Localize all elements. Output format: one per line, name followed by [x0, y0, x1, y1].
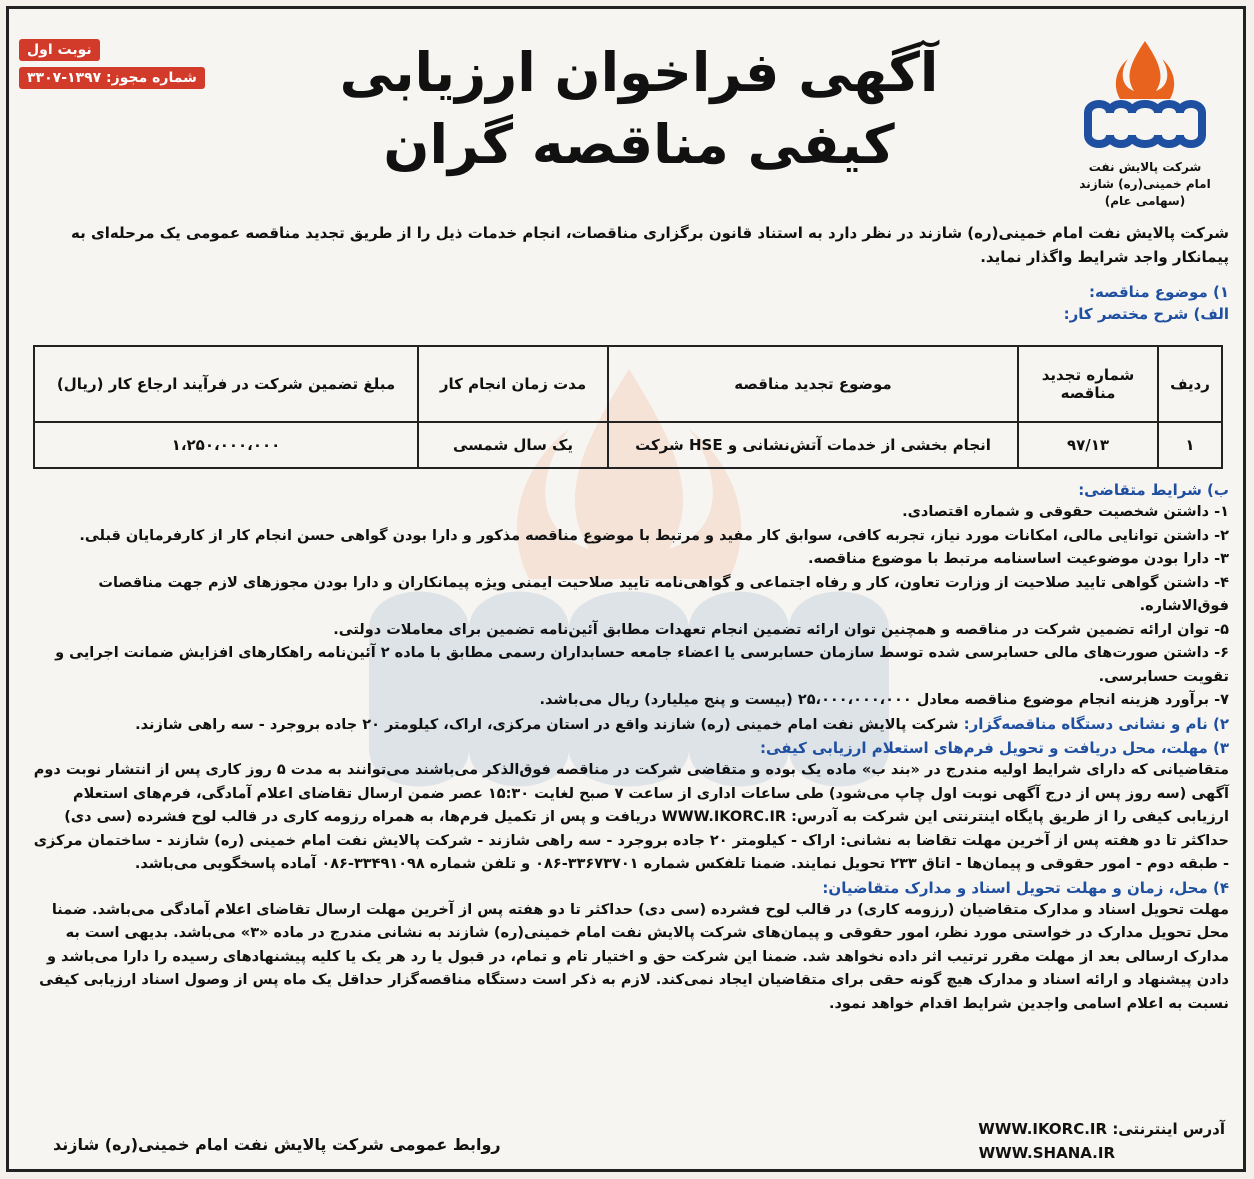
cell-row-number: ۱ [1158, 422, 1222, 468]
permit-badge: شماره مجوز: ۱۳۹۷-۳۳۰۷ [19, 67, 205, 89]
section-4-text: مهلت تحویل اسناد و مدارک متقاضیان (رزومه کاری) در قالب لوح فشرده (سی دی) حداکثر تا دو هفته پس از آخرین مهلت ارسال تقاضای اعلام آمادگی می‌باشد. ضمنا محل تحویل مدارک در خواستی مورد نظر، امور حقوقی و پیمان‌های شرکت پالایش نفت امام خمینی(ره) شازند به نشانی مندرج در ماده «۳» می‌باشد. بدیهی است به مدارک ارسالی بعد از مهلت مقرر ترتیب اثر داده نخواهد شد. ضمنا این شرکت حق و اختیار تام و تمام، در قبول یا رد هر یک یا کلیه پیشنهادهای رسیده را دارا می‌باشد و دادن پیشنهاد و ارائه اسناد و مدارک هیچ گونه حقی برای متقاضیان ایجاد نمی‌کند. لازم به ذکر است دستگاه مناقصه‌گزار حداقل یک ماه پس از وصول اسناد ارزیابی کیفی نسبت به اعلام اسامی واجدین شرایط اقدام خواهد نمود. [39, 901, 1229, 1012]
badges [19, 39, 239, 95]
logo-caption-line-1: شرکت پالایش نفت [1088, 160, 1202, 174]
internet-addresses [978, 1117, 1225, 1165]
section-2-text: شرکت پالایش نفت امام خمینی (ره) شازند واقع در استان مرکزی، اراک، کیلومتر ۲۰ جاده بروجرد - سه راهی شازند. [135, 716, 959, 733]
title-line-2: کیفی مناقصه گران [383, 113, 895, 176]
section-3-text: متقاضیانی که دارای شرایط اولیه مندرج در «بند ب» ماده یک بوده و متقاضی شرکت در مناقصه فوق‌الذکر می‌باشند می‌توانند به مدت ۵ روز کاری پس از انتشار نوبت دوم آگهی (سه روز پس از درج آگهی نوبت اول چاپ می‌شود) طی ساعات اداری از ساعت ۷ صبح لغایت ۱۵:۳۰ عصر ضمن ارسال تقاضای اعلام آمادگی، فرم‌های استعلام ارزیابی کیفی را از طریق پایگاه اینترنتی این شرکت به آدرس: WWW.IKORC.IR دریافت و پس از تکمیل فرم‌ها، به همراه رزومه کاری در قالب لوح فشرده (سی دی) حداکثر تا دو هفته پس از آخرین مهلت تقاضا به نشانی: اراک - کیلومتر ۲۰ جاده بروجرد - سه راهی شازند - شرکت پالایش نفت امام خمینی (ره) شازند - ساختمان مرکزی - طبقه دوم - امور حقوقی و پیمان‌ها - اتاق ۲۳۳ تحویل نمایند. ضمنا تلفکس شماره ۳۳۶۷۳۷۰۱-۰۸۶ و تلفن شماره ۳۳۴۹۱۰۹۸-۰۸۶ آماده پاسخگویی می‌باشد. [33, 762, 1229, 872]
cell-tender-number: ۹۷/۱۳ [1018, 422, 1158, 468]
section-1-title: ۱) موضوع مناقصه: [1088, 283, 1229, 301]
notice-title [259, 37, 1019, 181]
condition-item: ۵- توان ارائه تضمین شرکت در مناقصه و همچنین توان ارائه تضمین انجام تعهدات مطابق آئین‌نامه تضمین برای معاملات دولتی. [333, 621, 1229, 638]
conditions-title: ب) شرایط متقاضی: [1078, 481, 1229, 499]
section-4-title: ۴) محل، زمان و مهلت تحویل اسناد و مدارک متقاضیان: [822, 878, 1229, 897]
condition-item: ۳- دارا بودن موضوعیت اساسنامه مرتبط با موضوع مناقصه. [807, 551, 1229, 567]
cell-subject: انجام بخشی از خدمات آتش‌نشانی و HSE شرکت [608, 422, 1018, 468]
section-2 [23, 713, 1229, 738]
col-header-duration: مدت زمان انجام کار [418, 346, 608, 422]
intro-paragraph: شرکت پالایش نفت امام خمینی(ره) شازند در نظر دارد به استناد قانون برگزاری مناقصات، انجام خدمات ذیل را از طریق تجدید مناقصه عمومی یک مرحله‌ای به پیمانکار واجد شرایط واگذار نماید. [71, 224, 1229, 266]
tender-table [33, 345, 1223, 469]
condition-item: ۷- برآورد هزینه انجام موضوع مناقصه معادل ۲۵،۰۰۰،۰۰۰،۰۰۰ (بیست و پنج میلیارد) ریال می‌باشد. [539, 692, 1229, 708]
refinery-logo-icon [1080, 37, 1210, 155]
table-header-row [34, 346, 1222, 422]
section-1-heading [729, 281, 1229, 325]
section-3-title: ۳) مهلت، محل دریافت و تحویل فرم‌های استعلام ارزیابی کیفی: [760, 739, 1229, 757]
col-header-guarantee: مبلغ تضمین شرکت در فرآیند ارجاع کار (ریال) [34, 346, 418, 422]
table-row [34, 422, 1222, 468]
col-header-row-number: ردیف [1158, 346, 1222, 422]
col-header-tender-number: شماره تجدید مناقصه [1018, 346, 1158, 422]
company-logo [1065, 37, 1225, 207]
condition-item: ۲- داشتن توانایی مالی، امکانات مورد نیاز، تجربه کافی، سوابق کار مفید و مرتبط با موضوع مناقصه مذکور و دارا بودن گواهی حسن انجام کار از کارفرمایان قبلی. [79, 527, 1229, 544]
logo-caption-line-2: امام خمینی(ره) شازند (سهامی عام) [1079, 177, 1211, 208]
conditions-body [23, 479, 1229, 1016]
cell-duration: یک سال شمسی [418, 422, 608, 468]
url-shana-link[interactable]: WWW.SHANA.IR [978, 1144, 1115, 1162]
round-badge: نوبت اول [19, 39, 100, 61]
footer [23, 1117, 1229, 1167]
section-1-subtitle: الف) شرح مختصر کار: [1063, 305, 1229, 323]
public-relations-signature: روابط عمومی شرکت پالایش نفت امام خمینی(ره) شازند [53, 1135, 501, 1154]
title-line-1: آگهی فراخوان ارزیابی [339, 41, 939, 104]
internet-label: آدرس اینترنتی: [1112, 1120, 1225, 1138]
col-header-subject: موضوع تجدید مناقصه [608, 346, 1018, 422]
condition-item: ۱- داشتن شخصیت حقوقی و شماره اقتصادی. [902, 504, 1229, 520]
tender-notice [6, 6, 1246, 1172]
url-ikorc-link[interactable]: WWW.IKORC.IR [978, 1120, 1108, 1138]
condition-item: ۶- داشتن صورت‌های مالی حسابرسی شده توسط سازمان حسابرسی یا اعضاء جامعه حسابداران رسمی مطابق با ماده ۲ آئین‌نامه راهکارهای افزایش ضمانت اجرایی و تقویت حسابرسی. [55, 645, 1229, 685]
logo-caption [1065, 159, 1225, 210]
section-2-title: ۲) نام و نشانی دستگاه مناقصه‌گزار: [963, 714, 1229, 733]
condition-item: ۴- داشتن گواهی تایید صلاحیت از وزارت تعاون، کار و رفاه اجتماعی و گواهی‌نامه تایید صلاحیت ایمنی ویژه پیمانکاران و دارا بودن مجوزهای لازم جهت مناقصات فوق‌الاشاره. [98, 574, 1229, 614]
cell-guarantee: ۱،۲۵۰،۰۰۰،۰۰۰ [34, 422, 418, 468]
